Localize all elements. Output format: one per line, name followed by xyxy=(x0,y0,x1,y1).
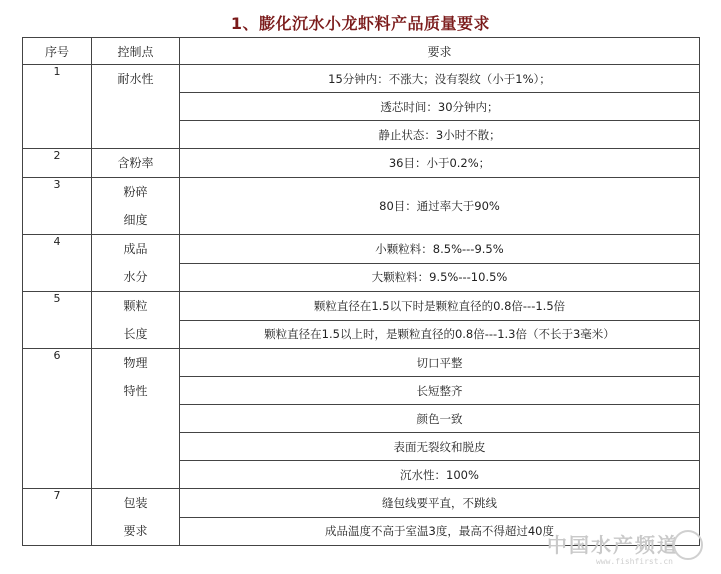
table-row xyxy=(23,292,700,321)
control-point-line: 成品 xyxy=(123,242,148,256)
requirement-cell: 15分钟内：不涨大；没有裂纹（小于1%）； xyxy=(180,65,700,93)
row-number: 4 xyxy=(23,235,92,292)
table-row xyxy=(23,235,700,264)
control-point-line: 长度 xyxy=(123,327,148,341)
control-point-line: 要求 xyxy=(123,524,148,538)
watermark-url: www.fishfirst.cn xyxy=(595,557,673,566)
control-point-line: 含粉率 xyxy=(117,156,154,170)
control-point-line: 物理 xyxy=(123,356,148,370)
requirement-cell: 静止状态：3小时不散； xyxy=(180,121,700,149)
requirement-cell: 表面无裂纹和脱皮 xyxy=(180,433,700,461)
quality-requirements-table xyxy=(22,37,700,546)
control-point-line: 颗粒 xyxy=(123,299,148,313)
control-point xyxy=(92,178,180,235)
table-row xyxy=(23,349,700,377)
header-control-point: 控制点 xyxy=(92,38,180,65)
control-point xyxy=(92,292,180,349)
requirement-cell: 透芯时间：30分钟内； xyxy=(180,93,700,121)
row-number: 1 xyxy=(23,65,92,149)
row-number: 2 xyxy=(23,149,92,178)
table-row xyxy=(23,489,700,518)
control-point-line: 粉碎 xyxy=(123,185,148,199)
requirement-cell: 成品温度不高于室温3度，最高不得超过40度 xyxy=(180,517,700,546)
header-no: 序号 xyxy=(23,38,92,65)
row-number: 6 xyxy=(23,349,92,489)
requirement-cell: 颜色一致 xyxy=(180,405,700,433)
requirement-cell: 缝包线要平直，不跳线 xyxy=(180,489,700,518)
table-row xyxy=(23,65,700,93)
control-point xyxy=(92,489,180,546)
table-row xyxy=(23,149,700,178)
requirement-cell: 大颗粒料：9.5%---10.5% xyxy=(180,263,700,292)
row-number: 5 xyxy=(23,292,92,349)
table-header-row xyxy=(23,38,700,65)
document-title: 1、膨化沉水小龙虾料产品质量要求 xyxy=(230,14,491,33)
control-point-line: 细度 xyxy=(123,213,148,227)
control-point xyxy=(92,349,180,489)
row-number: 7 xyxy=(23,489,92,546)
control-point xyxy=(92,149,180,178)
control-point-line: 特性 xyxy=(123,384,148,398)
requirement-cell: 颗粒直径在1.5以下时是颗粒直径的0.8倍---1.5倍 xyxy=(180,292,700,321)
header-requirement: 要求 xyxy=(180,38,700,65)
control-point xyxy=(92,235,180,292)
requirement-cell: 切口平整 xyxy=(180,349,700,377)
table-row xyxy=(23,178,700,235)
requirement-cell: 沉水性：100% xyxy=(180,461,700,489)
requirement-cell: 80目：通过率大于90% xyxy=(180,178,700,235)
control-point-line: 水分 xyxy=(123,270,148,284)
watermark-text: 中国水产频道 xyxy=(547,533,679,557)
control-point-line: 耐水性 xyxy=(117,72,154,86)
requirement-cell: 长短整齐 xyxy=(180,377,700,405)
control-point xyxy=(92,65,180,149)
watermark xyxy=(529,528,709,568)
row-number: 3 xyxy=(23,178,92,235)
requirement-cell: 36目：小于0.2%； xyxy=(180,149,700,178)
watermark-logo-icon xyxy=(673,530,703,560)
requirement-cell: 颗粒直径在1.5以上时，是颗粒直径的0.8倍---1.3倍（不长于3毫米） xyxy=(180,320,700,349)
control-point-line: 包装 xyxy=(123,496,148,510)
requirement-cell: 小颗粒料：8.5%---9.5% xyxy=(180,235,700,264)
